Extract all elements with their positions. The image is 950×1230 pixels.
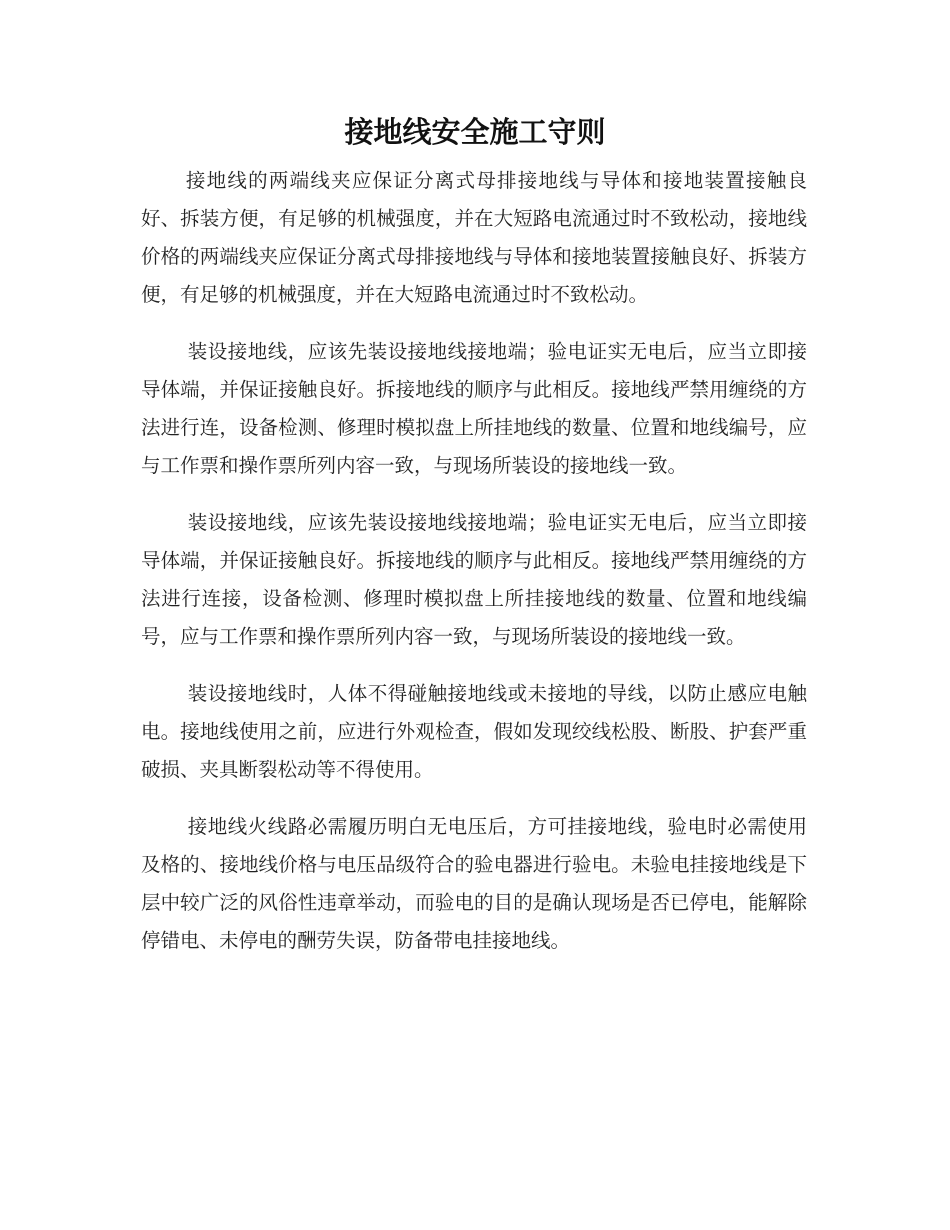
document-title: 接地线安全施工守则 [344,115,606,149]
document-body [141,162,807,979]
paragraph: 接地线火线路必需履历明白无电压后，方可挂接地线，验电时必需使用及格的、接地线价格与电压品级符合的验电器进行验电。未验电挂接地线是下层中较广泛的风俗性违章举动，而验电的目的是确认现场是否已停电，能解除停错电、未停电的酬劳失误，防备带电挂接地线。 [141,815,807,952]
paragraph: 装设接地线，应该先装设接地线接地端；验电证实无电后，应当立即接导体端，并保证接触良好。拆接地线的顺序与此相反。接地线严禁用缠绕的方法进行连接，设备检测、修理时模拟盘上所挂接地线的数量、位置和地线编号，应与工作票和操作票所列内容一致，与现场所装设的接地线一致。 [141,511,807,648]
paragraph: 装设接地线时，人体不得碰触接地线或未接地的导线，以防止感应电触电。接地线使用之前，应进行外观检查，假如发现绞线松股、断股、护套严重破损、夹具断裂松动等不得使用。 [141,682,807,781]
paragraph: 装设接地线，应该先装设接地线接地端；验电证实无电后，应当立即接导体端，并保证接触良好。拆接地线的顺序与此相反。接地线严禁用缠绕的方法进行连，设备检测、修理时模拟盘上所挂地线的数量、位置和地线编号，应与工作票和操作票所列内容一致，与现场所装设的接地线一致。 [141,340,807,477]
paragraph: 接地线的两端线夹应保证分离式母排接地线与导体和接地装置接触良好、拆装方便，有足够的机械强度，并在大短路电流通过时不致松动，接地线价格的两端线夹应保证分离式母排接地线与导体和接地装置接触良好、拆装方便，有足够的机械强度，并在大短路电流通过时不致松动。 [141,169,807,306]
